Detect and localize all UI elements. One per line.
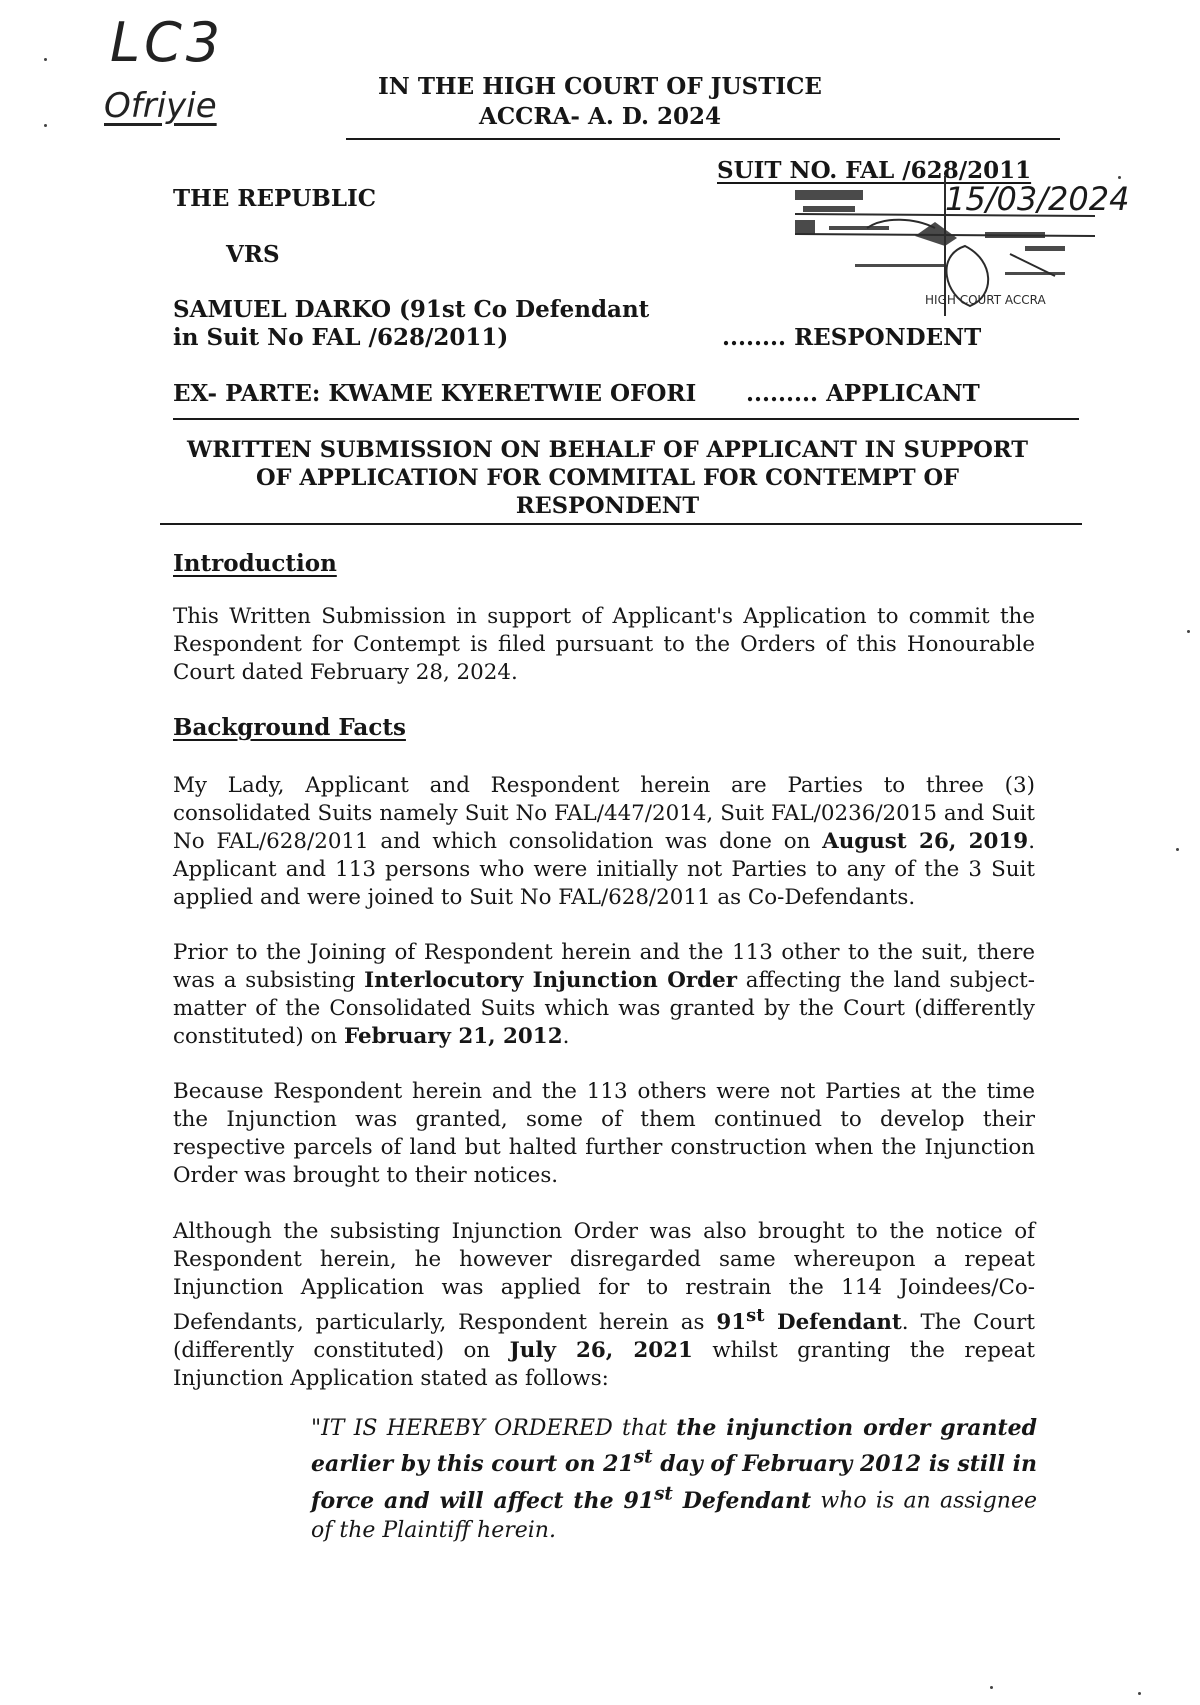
- court-name: IN THE HIGH COURT OF JUSTICE: [378, 73, 822, 100]
- text-run: whilst granting the repeat Injunction Application stated as follows:: [173, 1338, 1036, 1392]
- suit-number: SUIT NO. FAL /628/2011: [717, 157, 1032, 184]
- text-run: who is an assignee of the Plaintiff herein.: [311, 1488, 1037, 1543]
- text-run: Defendant: [672, 1487, 812, 1514]
- handwritten-initials: Ofriyie: [104, 86, 217, 126]
- respondent-name-line1: SAMUEL DARKO (91st Co Defendant: [173, 296, 650, 323]
- stamp-label: HIGH COURT ACCRA: [925, 293, 1046, 307]
- plaintiff-name: THE REPUBLIC: [173, 185, 377, 212]
- text-run: . The Court (differently constituted) on: [173, 1310, 1035, 1364]
- ordinal-suffix: st: [746, 1305, 765, 1326]
- parties-rule: [173, 418, 1079, 420]
- title-rule: [160, 523, 1082, 525]
- ordinal-suffix: st: [633, 1447, 653, 1468]
- background-paragraph-4: [173, 1218, 1035, 1393]
- respondent-name-line2: in Suit No FAL /628/2011): [173, 324, 509, 351]
- ordinal-suffix: st: [654, 1483, 673, 1505]
- text-run: Although the subsisting Injunction Order was also brought to the notice of Respondent herein, he however disregarded same whereupon a repeat Injunction Application was applied for to restrain the 114 Joindees/Co-Defendants, particularly, Respondent herein as: [173, 1219, 1035, 1336]
- text-run: day of February 2012 is still in force and will affect the 91: [311, 1451, 1038, 1514]
- injunction-order-term: Interlocutory Injunction Order: [364, 968, 737, 993]
- consolidation-date: August 26, 2019: [822, 829, 1029, 854]
- text-run: Defendant: [764, 1310, 902, 1336]
- background-paragraph-1: [173, 772, 1035, 912]
- background-paragraph-2: [173, 939, 1035, 1051]
- text-run: Prior to the Joining of Respondent herein and the 113 other to the suit, there was a subsisting: [173, 940, 1035, 993]
- document-title-line2: OF APPLICATION FOR COMMITAL FOR CONTEMPT OF: [255, 465, 960, 491]
- margin-speck: [1187, 630, 1190, 633]
- background-facts-heading: Background Facts: [173, 714, 406, 741]
- introduction-paragraph: This Written Submission in support of Applicant's Application to commit the Respondent for Contempt is filed pursuant to the Orders of this Honourable Court dated February 28, 2024.: [173, 604, 1035, 685]
- text-run: .: [562, 1024, 570, 1049]
- ex-parte-applicant: EX- PARTE: KWAME KYERETWIE OFORI: [173, 380, 697, 407]
- document-title-line3: RESPONDENT: [515, 493, 700, 519]
- text-run: . Applicant and 113 persons who were initially not Parties to any of the 3 Suit applied and were joined to Suit No FAL/628/2011 as Co-Defendants.: [173, 829, 1035, 910]
- background-paragraph-3: Because Respondent herein and the 113 others were not Parties at the time the Injunction was granted, some of them continued to develop their respective parcels of land but halted further construction when the Injunction Order was brought to their notices.: [173, 1079, 1035, 1188]
- court-location-year: ACCRA- A. D. 2024: [479, 103, 721, 130]
- applicant-label: ......... APPLICANT: [746, 380, 980, 407]
- stamp-handwritten-date: 15/03/2024: [945, 180, 1130, 218]
- text-run: the injunction order granted earlier by this court on 21: [311, 1415, 1037, 1478]
- defendant-number: [716, 1305, 902, 1336]
- margin-speck: [1118, 176, 1121, 179]
- handwritten-folio-number: LC3: [110, 11, 225, 74]
- text-run: 91: [716, 1310, 747, 1336]
- respondent-label: ........ RESPONDENT: [722, 324, 982, 351]
- margin-speck: [1176, 848, 1179, 851]
- injunction-date: February 21, 2012: [343, 1024, 563, 1049]
- document-title-line1: WRITTEN SUBMISSION ON BEHALF OF APPLICANT IN SUPPORT: [187, 437, 1028, 463]
- margin-speck: [1138, 1692, 1141, 1695]
- text-run: My Lady, Applicant and Respondent herein are Parties to three (3) consolidated Suits namely Suit No FAL/447/2014, Suit FAL/0236/2015 and Suit No FAL/628/2011 and which consolidation was done on: [173, 773, 1035, 854]
- text-run: affecting the land subject-matter of the Consolidated Suits which was granted by the Court (differently constituted) on: [173, 968, 1035, 1049]
- text-run: "IT IS HEREBY ORDERED that: [311, 1416, 677, 1441]
- repeat-injunction-date: July 26, 2021: [509, 1338, 693, 1364]
- versus: VRS: [226, 241, 280, 268]
- margin-speck: [990, 1686, 993, 1689]
- registry-stamp: [795, 176, 1130, 316]
- margin-speck: [44, 58, 47, 61]
- header-rule: [346, 138, 1060, 140]
- court-order-quote: [311, 1414, 1037, 1545]
- introduction-heading: Introduction: [173, 550, 337, 577]
